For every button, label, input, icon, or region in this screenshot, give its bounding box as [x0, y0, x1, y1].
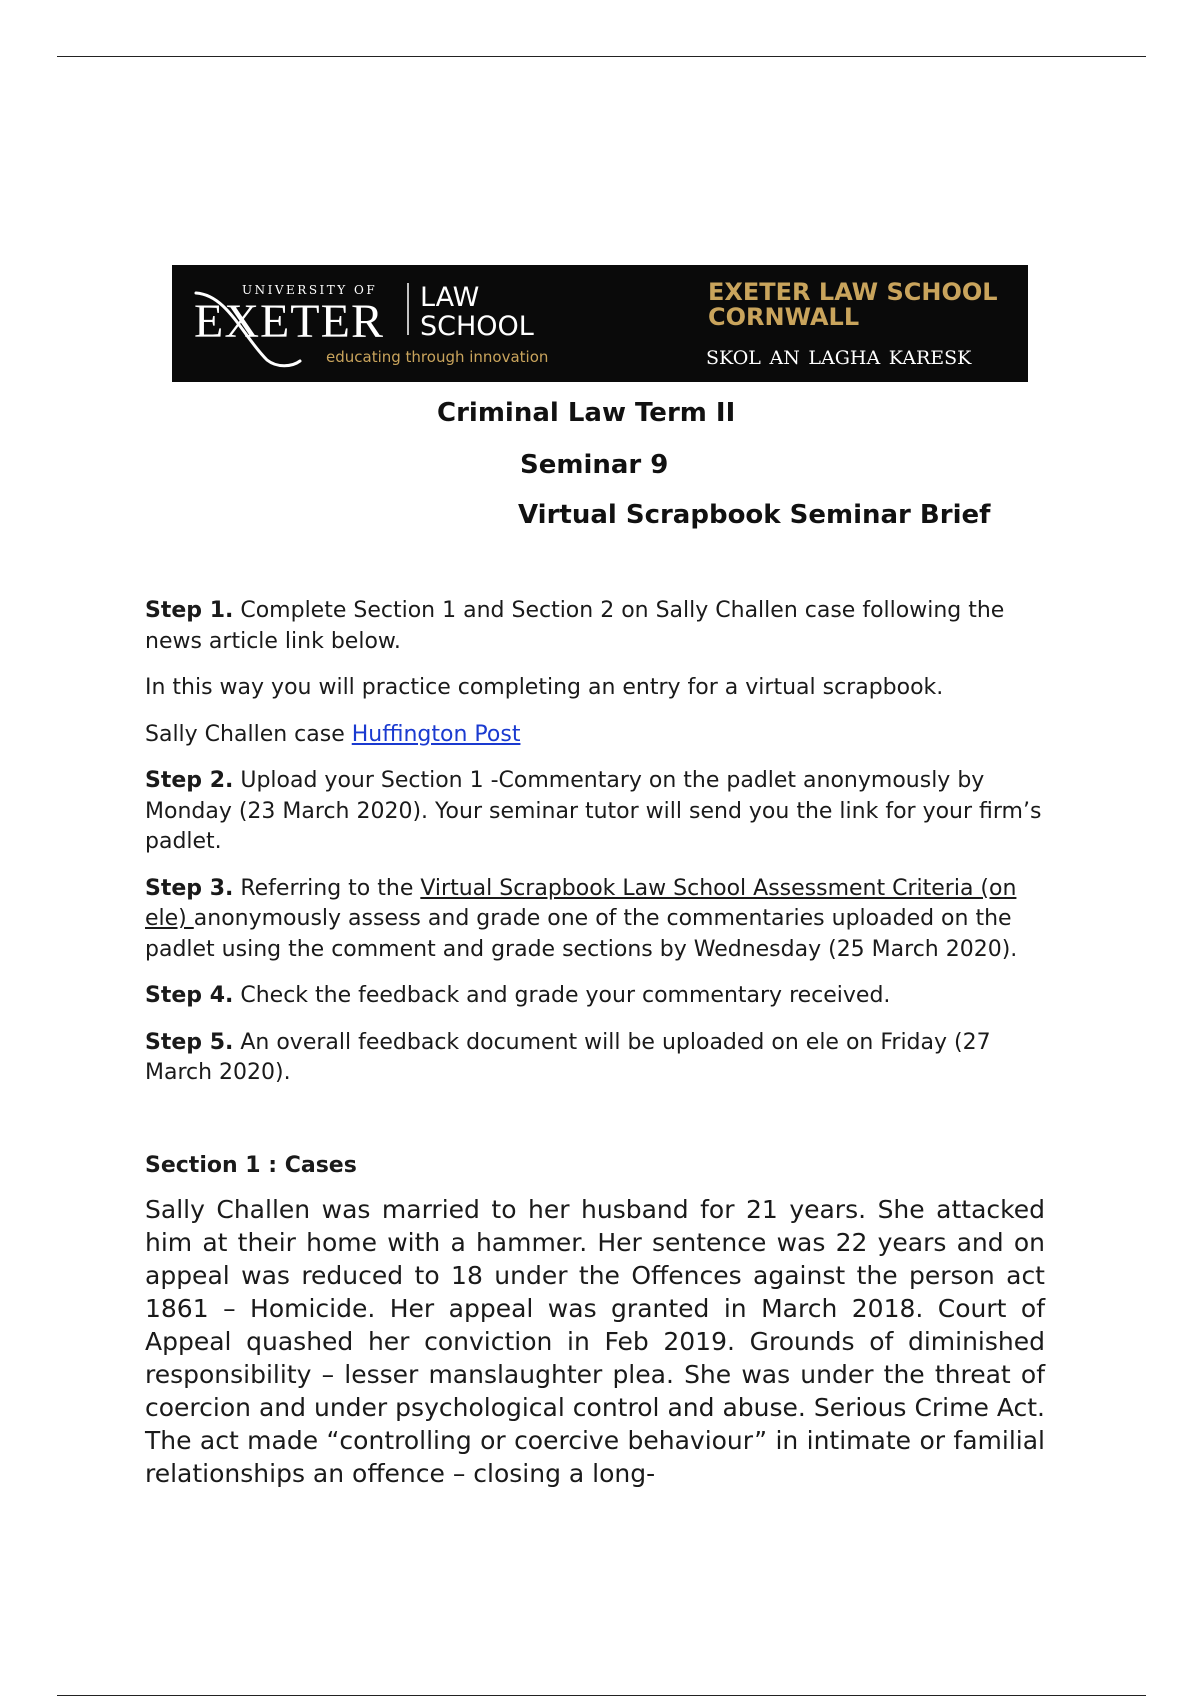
step-4-label: Step 4. [145, 983, 234, 1008]
case-link-line [145, 720, 1045, 751]
page-bottom-rule [57, 1695, 1146, 1696]
banner-school: SCHOOL [420, 311, 534, 342]
banner-campus-line1: EXETER LAW SCHOOL [708, 278, 998, 306]
step-3 [145, 874, 1045, 966]
case-link-prefix: Sally Challen case [145, 721, 352, 747]
section-1-text: Sally Challen was married to her husband for 21 years. She attacked him at their home with a hammer. Her sentence was 22 years and on appeal was reduced to 18 under the Offences against the person act 1861 – Homicide. Her appeal was granted in March 2018. Court of Appeal quashed her conviction in Feb 2019. Grounds of diminished responsibility – lesser manslaughter plea. She was under the threat of coercion and under psychological control and abuse. Serious Crime Act. The act made “controlling or coercive behaviour” in intimate or familial relationships an offence – closing a long- [145, 1195, 1045, 1488]
practice-note: In this way you will practice completing an entry for a virtual scrapbook. [145, 675, 944, 700]
course-title: Criminal Law Term II [437, 398, 736, 428]
university-banner [172, 265, 1028, 382]
banner-cornish-name: skol an lagha karesk [706, 340, 972, 371]
banner-campus-line2: CORNWALL [708, 303, 860, 331]
banner-tagline: educating through innovation [326, 348, 549, 366]
document-body [145, 596, 1045, 1490]
step-1 [145, 596, 1045, 657]
step-3-text: anonymously assess and grade one of the commentaries uploaded on the padlet using the comment and grade sections by Wednesday (25 March 2020). [145, 906, 1018, 962]
step-2-label: Step 2. [145, 768, 234, 793]
step-4-text: Check the feedback and grade your commentary received. [233, 983, 891, 1008]
step-3-prefix: Referring to the [233, 875, 421, 901]
step-5-text: An overall feedback document will be uploaded on ele on Friday (27 March 2020). [145, 1029, 991, 1085]
step-2-text: Upload your Section 1 -Commentary on the padlet anonymously by Monday (23 March 2020). Your seminar tutor will send you the link for your firm’s padlet. [145, 768, 1042, 854]
assessment-criteria-link[interactable]: Virtual Scrapbook Law School Assessment Criteria (on ele) [145, 875, 1017, 931]
banner-exeter-wordmark: EXETER [194, 295, 384, 348]
step-1-label: Step 1. [145, 598, 234, 623]
banner-law: LAW [420, 282, 480, 313]
university-logo [172, 265, 1028, 382]
step-5-label: Step 5. [145, 1029, 234, 1055]
banner-university-of: UNIVERSITY OF [242, 283, 378, 297]
step-3-label: Step 3. [145, 875, 234, 901]
section-1-heading: Section 1 : Cases [145, 1152, 357, 1178]
step-4 [145, 981, 1045, 1012]
step-5 [145, 1028, 1045, 1089]
huffington-post-link[interactable]: Huffington Post [351, 721, 521, 747]
seminar-title: Seminar 9 [520, 450, 669, 480]
step-1-text: Complete Section 1 and Section 2 on Sally Challen case following the news article link below. [145, 598, 1005, 654]
page-top-rule [57, 56, 1146, 57]
step-2 [145, 766, 1045, 858]
brief-title: Virtual Scrapbook Seminar Brief [518, 500, 991, 530]
